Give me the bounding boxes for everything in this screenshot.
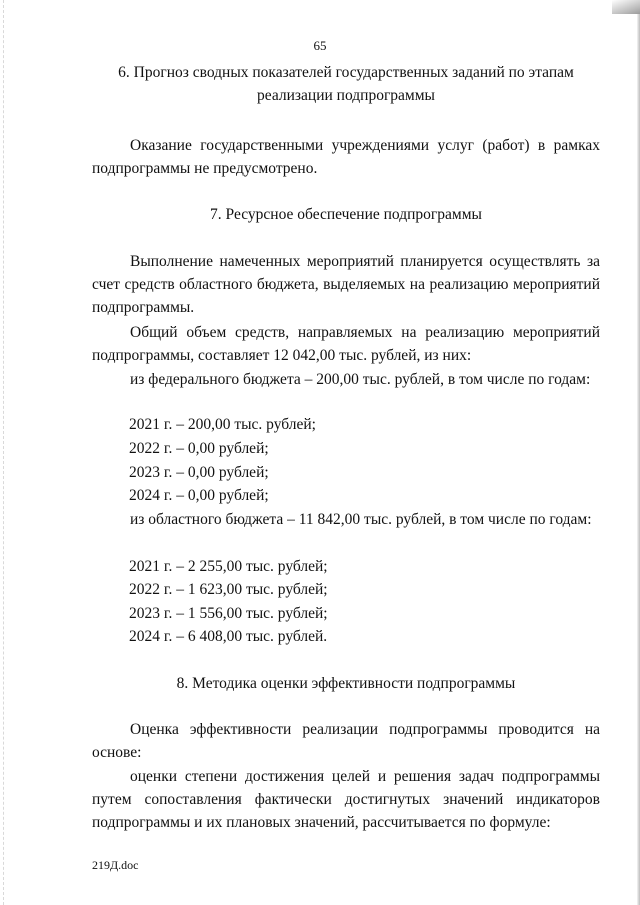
federal-year-2023: 2023 г. – 0,00 рублей;	[129, 464, 269, 481]
section-8-paragraph-1: Оценка эффективности реализации подпрограммы проводится на основе:	[92, 721, 600, 761]
regional-year-2023: 2023 г. – 1 556,00 тыс. рублей;	[129, 605, 328, 622]
regional-year-2024: 2024 г. – 6 408,00 тыс. рублей.	[129, 628, 328, 645]
federal-year-2024: 2024 г. – 0,00 рублей;	[129, 487, 269, 504]
page-number: 65	[313, 38, 327, 53]
federal-year-2021: 2021 г. – 200,00 тыс. рублей;	[129, 416, 316, 433]
federal-year-2022: 2022 г. – 0,00 рублей;	[129, 440, 269, 457]
scan-corner-shadow	[612, 0, 640, 14]
regional-year-2022: 2022 г. – 1 623,00 тыс. рублей;	[129, 581, 328, 598]
federal-budget-intro: из федерального бюджета – 200,00 тыс. рублей, в том числе по годам:	[130, 371, 591, 388]
section-6-paragraph: Оказание государственными учреждениями услуг (работ) в рамках подпрограммы не предусмотрено.	[92, 137, 600, 177]
section-6-heading-line1: 6. Прогноз сводных показателей государственных заданий по этапам	[118, 64, 574, 81]
file-name-footer: 219Д.doc	[92, 858, 139, 872]
section-7-paragraph-2: Общий объем средств, направляемых на реализацию мероприятий подпрограммы, составляет 12 042,00 тыс. рублей, из них:	[92, 324, 600, 364]
section-6-heading-line2: реализации подпрограммы	[257, 87, 435, 104]
section-8-paragraph-2: оценки степени достижения целей и решения задач подпрограммы путем сопоставления фактически достигнутых значений индикаторов подпрограммы и их плановых значений, рассчитывается по формуле:	[92, 768, 600, 831]
section-8-heading: 8. Методика оценки эффективности подпрограммы	[176, 675, 516, 692]
section-7-heading: 7. Ресурсное обеспечение подпрограммы	[210, 206, 482, 223]
section-7-paragraph-1: Выполнение намеченных мероприятий планируется осуществлять за счет средств областного бюджета, выделяемых на реализацию мероприятий подпрограммы.	[92, 253, 600, 316]
scan-left-edge	[3, 0, 5, 905]
regional-budget-intro: из областного бюджета – 11 842,00 тыс. рублей, в том числе по годам:	[130, 511, 592, 528]
regional-year-2021: 2021 г. – 2 255,00 тыс. рублей;	[129, 558, 328, 575]
